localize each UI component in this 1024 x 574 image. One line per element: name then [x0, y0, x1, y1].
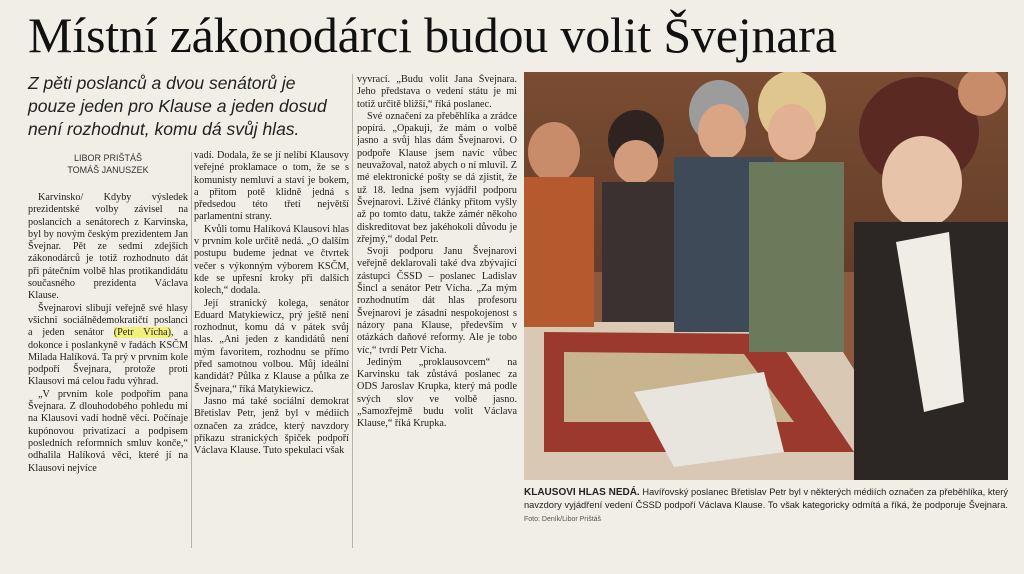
- body-paragraph: Své označení za přeběhlíka a zrádce popírá. „Opakuji, že mám o volbě jasno a svůj hlas dám Švejnarovi. O podpoře Klause jsem navíc vůbec neuvažoval, natož abych o ní mluvil. Z mé elektronické pošty se dá zjistit, že už 18. ledna jsem vyjádřil podporu Švejnarovi. Lživé články přitom vyšly až po tomto datu, takže zámér někoho diskreditovat bez jakéhokoli důvodu je zřejmý,“ dodal Petr.: [357, 110, 517, 245]
- article-column-3: [357, 74, 517, 550]
- body-paragraph: „V prvním kole podpořím pana Švejnara. Z dlouhodobého pohledu mi na Klausovi vadí hodně věcí. Počínaje kupónovou privatizací a podpisem posledních reformních smluv konče,“ odhalila Halíková věci, které jí na Klausovi nejvíce: [28, 388, 188, 474]
- article-column-1: [28, 192, 188, 574]
- paragraph-text: Švejnarovi slibují veřejně své hlasy všichni sociálnědemokratičtí poslanci a jeden senátor: [28, 302, 188, 339]
- body-paragraph: [28, 303, 188, 389]
- column-divider: [191, 152, 192, 548]
- highlighted-name: (Petr Vícha): [113, 327, 171, 339]
- lead-paragraph: Z pěti poslanců a dvou senátorů je pouze jeden pro Klause a jeden dosud není rozhodnut, komu dá svůj hlas.: [28, 73, 327, 139]
- caption-heading: KLAUSOVI HLAS NEDÁ.: [524, 487, 640, 498]
- column-divider: [352, 74, 353, 548]
- article-column-2: [194, 150, 349, 532]
- photo-illustration: [524, 72, 1008, 480]
- byline-author-1: LIBOR PRIŠTÁŠ: [73, 153, 143, 163]
- news-photo: [524, 72, 1008, 480]
- body-paragraph: Karvinsko/ Kdyby výsledek prezidentské volby závisel na poslancích a senátorech z Karvinska, byl by novým českým prezidentem Jan Švejnar. Pět ze sedmi zdejších zákonodárců je totiž rozhodnuto dát při pátečním volbě hlas protikandidátu současného prezidenta Václava Klause.: [28, 192, 188, 302]
- caption-text: Havířovský poslanec Břetislav Petr byl v některých médiích označen za přeběhlíka, který navzdory vyjádření vedení ČSSD podpoří Václava Klause. To však kategoricky odmítá a říká, že podporuje Švejnara.: [524, 487, 1009, 510]
- body-paragraph: vadí. Dodala, že se jí nelíbí Klausovy veřejné proklamace o tom, že se s komunisty nemluví a staví je bokem, a přitom potě klidně jedná s předsedou této třetí největší parlamentní strany.: [194, 150, 349, 223]
- paragraph-text: , a dokonce i poslankyně v řadách KSČM Milada Halíková. Ta prý v prvním kole podpoří Švejnara, protože proti Klausovi má celou řadu výhrad.: [28, 327, 188, 388]
- body-paragraph: Svoji podporu Janu Švejnarovi veřejně deklarovali také dva zbývající zástupci ČSSD – poslanec Ladislav Šincl a senátor Petr Vícha. „Za mým rozhodnutím dát hlas profesoru Švejnarovi je zásadní nespokojenost s názory pana Klause, především v otázkách daňové reformy. Ale je tobo víc,“ tvrdí Petr Vícha.: [357, 246, 517, 356]
- byline-author-2: TOMÁŠ JANUSZEK: [67, 165, 149, 175]
- headline: Místní zákonodárci budou volit Švejnara: [28, 7, 837, 63]
- body-paragraph: Jasno má také sociální demokrat Břetislav Petr, jenž byl v médiích označen za zrádce, který navzdory příkazu stranických špiček podpoří Václava Klause. Tuto spekulaci však: [194, 395, 349, 457]
- photo-caption: [524, 486, 1008, 526]
- body-paragraph: Kvůli tomu Halíková Klausovi hlas v prvním kole určitě nedá. „O dalším postupu budeme jednat ve čtvrtek večer s výkonným výborem KSČM, kde se upřesní kroky při dalších kolech,“ dodala.: [194, 223, 349, 297]
- body-paragraph: Jediným „proklausovcem“ na Karvinsku tak zůstává poslanec za ODS Jaroslav Krupka, který má podle svých slov ve volbě jasno. „Samozřejmě budu volit Václava Klause,“ říká Krupka.: [357, 356, 517, 430]
- body-paragraph: Její stranický kolega, senátor Eduard Matykiewicz, prý ještě není rozhodnut, komu dá v pátek svůj hlas. „Ani jeden z kandidátů není mým favoritem, rozhodnu se přímo před samotnou volbou. Můj ideální kandidát? Půlka z Klause a půlka ze Švejnara,“ říká Matykiewicz.: [194, 297, 349, 395]
- byline: [28, 152, 188, 176]
- photo-credit: Foto: Deník/Libor Prištáš: [524, 516, 602, 523]
- body-paragraph: vyvrací. „Budu volit Jana Švejnara. Jeho představa o vedení státu je mi totiž určitě bližší,“ říká poslanec.: [357, 74, 517, 110]
